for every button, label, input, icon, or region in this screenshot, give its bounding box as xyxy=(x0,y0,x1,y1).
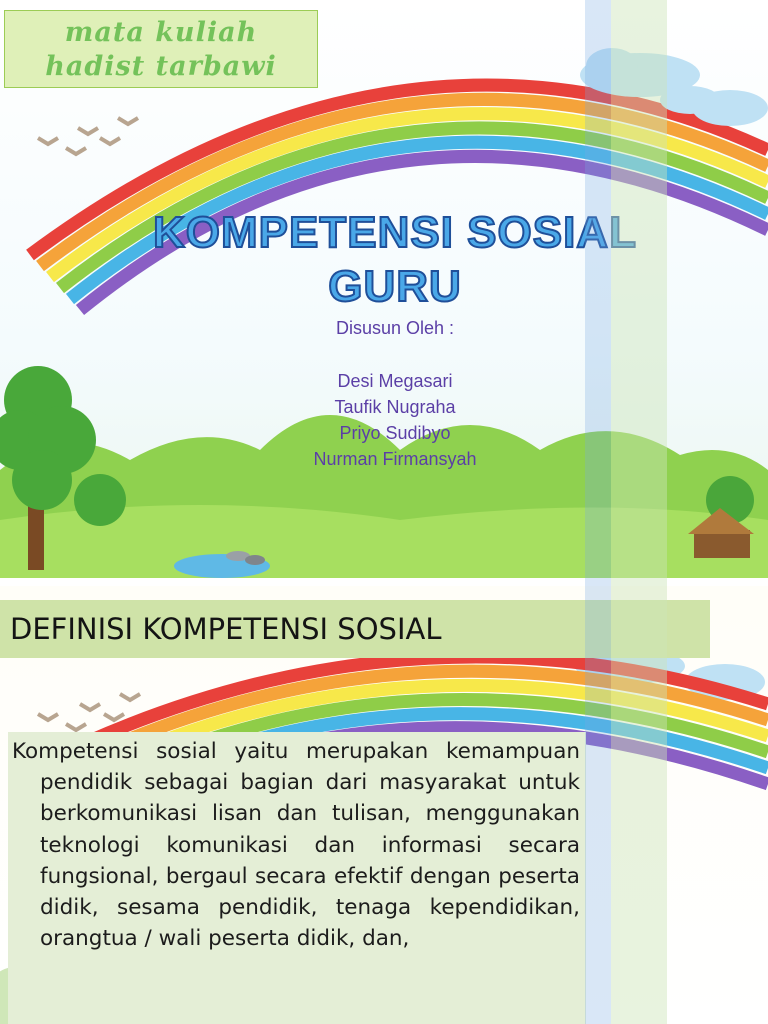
slide-title-line1: KOMPETENSI SOSIAL xyxy=(153,208,637,257)
author-list xyxy=(200,368,590,472)
author-name: Desi Megasari xyxy=(337,371,453,391)
author-name: Priyo Sudibyo xyxy=(339,423,451,443)
author-name: Taufik Nugraha xyxy=(334,397,456,417)
definition-paragraph: Kompetensi sosial yaitu merupakan kemampuan pendidik sebagai bagian dari masyarakat untuk berkomunikasi lisan dan tulisan, menggunakan teknologi komunikasi dan informasi secara fungsional, bergaul secara efektif dengan peserta didik, sesama pendidik, tenaga kependidikan, orangtua / wali peserta didik, dan, xyxy=(12,739,580,952)
course-label-line1: mata kuliah xyxy=(64,17,258,48)
author-name: Nurman Firmansyah xyxy=(313,449,477,469)
compiled-by-label: Disusun Oleh : xyxy=(335,318,455,338)
course-label-box xyxy=(4,10,318,88)
course-label-line2: hadist tarbawi xyxy=(45,51,277,82)
definition-slide xyxy=(0,586,768,1024)
slide-title-line2: GURU xyxy=(328,262,462,311)
slide-heading: DEFINISI KOMPETENSI SOSIAL xyxy=(10,612,442,646)
birds xyxy=(38,118,138,154)
